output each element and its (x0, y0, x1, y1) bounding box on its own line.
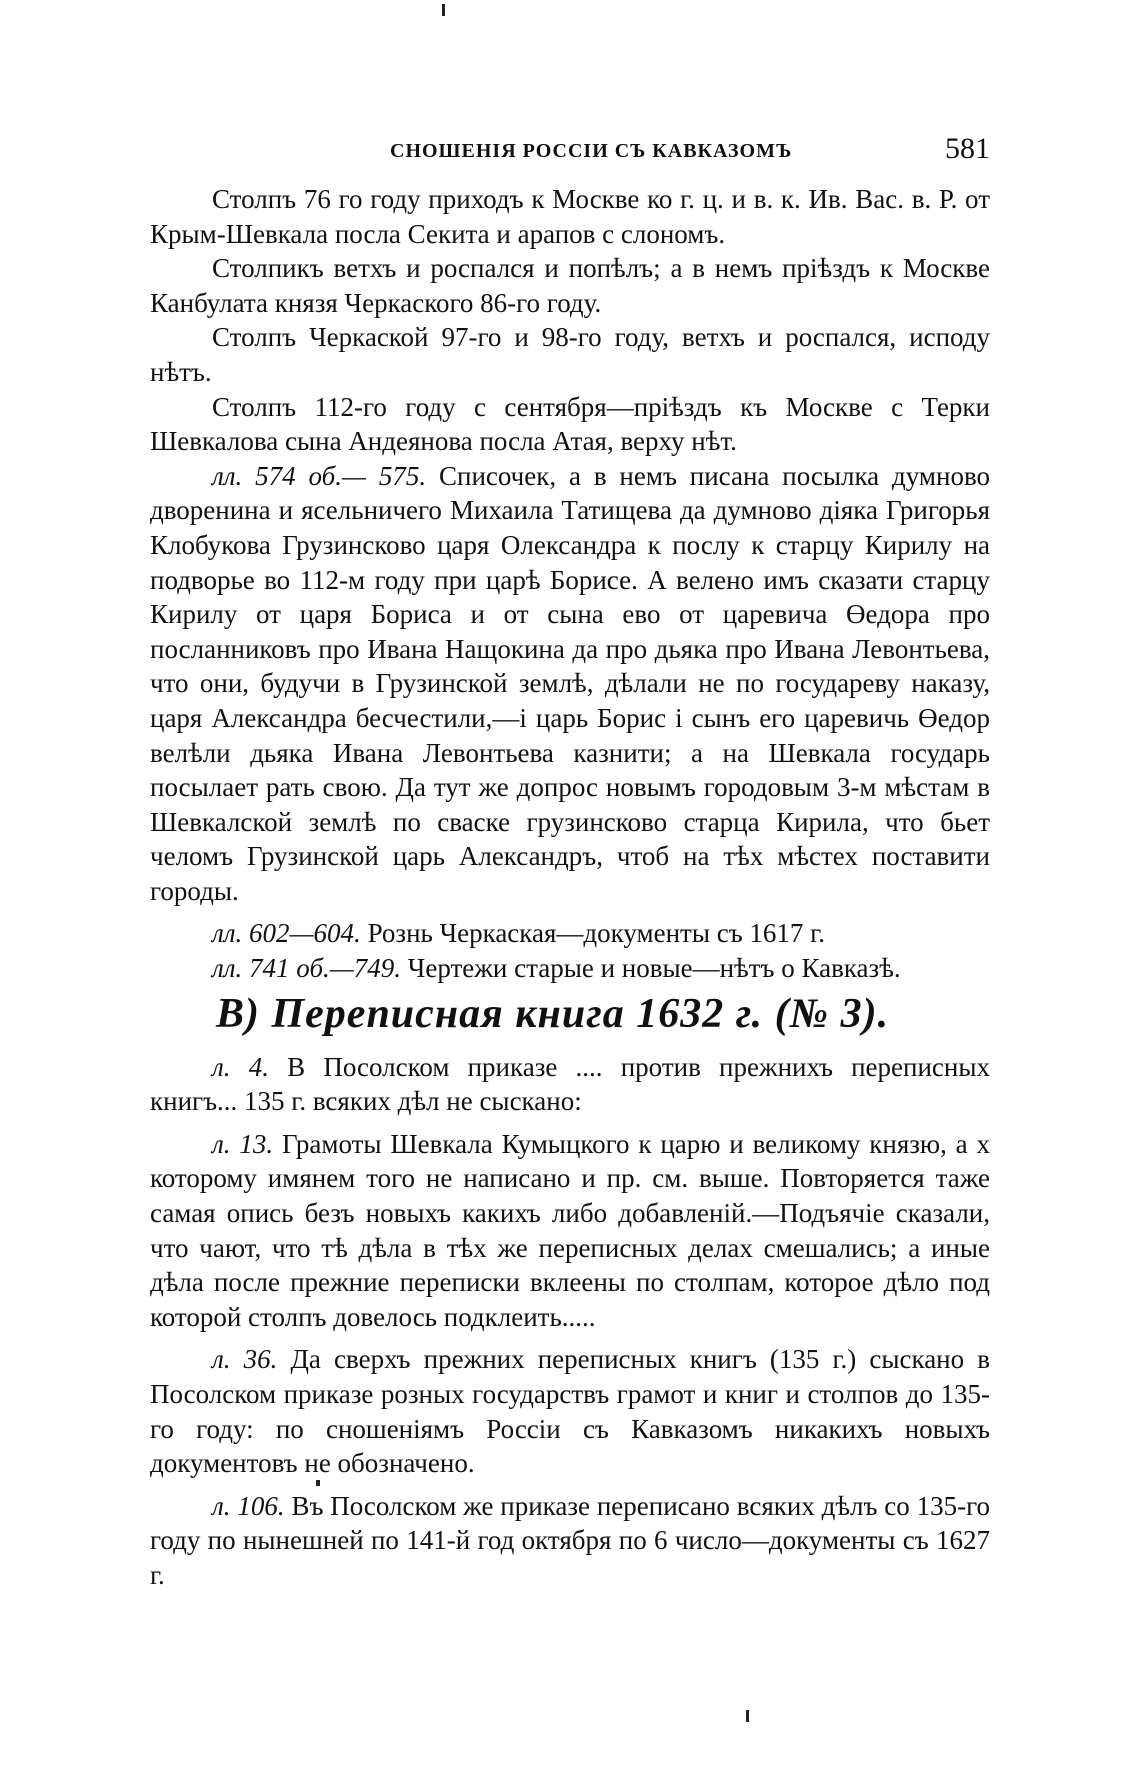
paragraph-text: Грамоты Шевкала Кумыцкого к царю и великому князю, а х которому имянем того не написано и пр. см. выше. Повторяется таже самая опись безъ новыхъ какихъ либо добавленій.—Подъячіе сказали, что чают, что тѣ дѣла в тѣх же переписных делах смешались; а иные дѣла после прежние переписки вклеены по столпам, которое дѣло под которой столпъ довелось подклеить..... (150, 1128, 991, 1332)
paragraph-text: Столпъ Черкаской 97-го и 98-го году, ветхъ и роспался, исподу нѣтъ. (150, 322, 990, 387)
paragraph-text: Столпъ 112-го году с сентября—пріѣздъ къ Москве с Терки Шевкалова сына Андеянова посла Атая, верху нѣт. (150, 391, 990, 457)
paragraph-text: Да сверхъ прежних переписных книгъ (135 г.) сыскано в Посолском приказе розных государствъ грамот и книг и столпов до 135-го году: по сношеніямъ Россіи съ Кавказомъ никакихъ новыхъ документовъ не обозначено. (150, 1344, 990, 1479)
paragraph (150, 1127, 990, 1335)
folio-reference: лл. 574 об.— 575. (212, 460, 427, 491)
paragraph-text: Рознь Черкаская—документы съ 1617 г. (367, 918, 825, 949)
paragraph (150, 251, 990, 320)
paragraph-text: Чертежи старые и новые—нѣтъ о Кавказѣ. (407, 953, 901, 984)
paragraph (150, 320, 990, 389)
paragraph-text: Столпъ 76 го году приходъ к Москве ко г. ц. и в. к. Ив. Вас. в. Р. от Крым-Шевкала посла Секита и арапов с слономъ. (150, 184, 990, 249)
folio-reference: л. 106. (212, 1490, 285, 1521)
paragraph-text: Списочек, а в немъ писана посылка думново дворенина и ясельничего Михаила Татищева да думново діяка Григорья Клобукова Грузинсково царя Олександра к послу к старцу Кирилу на подворье во 112-м году при царѣ Борисе. А велено имъ сказати старцу Кирилу от царя Бориса и от сына ево от царевича Өедора про посланниковъ про Ивана Нащокина да про дьяка про Ивана Левонтьева, что они, будучи в Грузинской землѣ, дѣлали не по государеву наказу, царя Александра бесчестили,—і царь Борис і сынъ его царевичь Өедор велѣли дьяка Ивана Левонтьева казнити; а на Шевкала государь посылает рать свою. Да тут же допрос новымъ городовым 3-м мѣстам в Шевкалской землѣ по сваске грузинсково старца Кирила, что бьет челомъ Грузинской царь Александръ, чтоб на тѣх мѣстех поставити городы. (150, 460, 991, 906)
paragraph (150, 459, 990, 909)
folio-reference: лл. 602—604. (212, 918, 361, 949)
page-number: 581 (945, 132, 990, 165)
folio-reference: лл. 741 об.—749. (212, 953, 402, 984)
paragraph (150, 951, 990, 986)
paragraph (150, 1050, 990, 1119)
running-head (150, 132, 990, 172)
paragraph (150, 390, 990, 459)
scan-mark-bottom (746, 1710, 749, 1722)
page-body (150, 182, 990, 1593)
paragraph-text: Столпикъ ветхъ и роспался и попѣлъ; а в немъ пріѣздъ к Москве Канбулата князя Черкаского 86-го году. (150, 253, 990, 318)
paragraph (150, 916, 990, 951)
folio-reference: л. 4. (212, 1051, 269, 1082)
scan-mark-left (316, 1480, 320, 1486)
paragraph (150, 1489, 990, 1593)
paragraph-text: Въ Посолском же приказе переписано всяких дѣлъ со 135-го году по нынешней по 141-й год октября по 6 число—документы съ 1627 г. (150, 1490, 991, 1590)
scan-mark-top (442, 4, 445, 16)
section-title: В) Переписная книга 1632 г. (№ 3). (216, 990, 890, 1037)
paragraph-text: В Посолском приказе .... против прежнихъ переписных книгъ... 135 г. всяких дѣл не сыскано: (150, 1051, 990, 1117)
running-title: СНОШЕНІЯ РОССІИ СЪ КАВКАЗОМЪ (390, 140, 793, 162)
paragraph (150, 182, 990, 251)
folio-reference: л. 36. (212, 1344, 278, 1375)
folio-reference: л. 13. (212, 1128, 274, 1159)
paragraph (150, 1342, 990, 1480)
